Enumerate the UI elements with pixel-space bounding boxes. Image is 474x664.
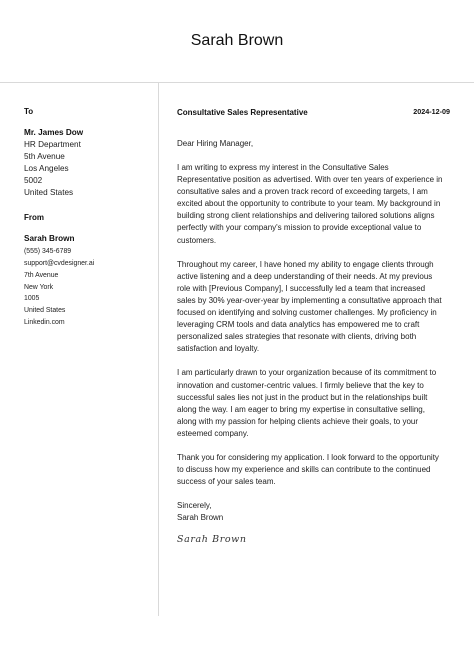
sender-line: New York	[24, 283, 54, 291]
salutation: Dear Hiring Manager,	[177, 139, 254, 148]
paragraph-line: success of your sales team.	[177, 477, 276, 487]
paragraph	[177, 452, 450, 488]
paragraph-line: consultative sales and a proven track record of exceeding targets, I am	[177, 187, 428, 197]
paragraph-line: innovation and customer-centric values. I firmly believe that the key to	[177, 380, 424, 390]
paragraph-line: perfectly with your company's mission to provide exceptional value to	[177, 223, 422, 233]
column-divider	[158, 83, 159, 616]
sender-label: From	[24, 213, 44, 223]
sender-line: 1005	[24, 295, 40, 303]
paragraph-line: customers.	[177, 235, 217, 245]
header-name: Sarah Brown	[190, 32, 284, 49]
recipient-line: 5th Avenue	[24, 152, 65, 162]
sender-email: support@cvdesigner.ai	[24, 260, 95, 268]
paragraph-line: successful sales lies not just in the product but in the relationships built	[177, 392, 428, 402]
paragraph	[177, 259, 450, 356]
recipient-line: HR Department	[24, 140, 81, 149]
signature: Sarah Brown	[177, 534, 247, 546]
paragraph-line: Thank you for considering my application. I look forward to the opportunity	[177, 452, 439, 462]
closing-name: Sarah Brown	[177, 513, 224, 523]
paragraph-line: to discuss how my experience and skills can contribute to the continued	[177, 465, 431, 475]
letter-body	[177, 107, 450, 545]
sender-linkedin: Linkedin.com	[24, 318, 65, 326]
letter-date: 2024-12-09	[413, 107, 450, 116]
closing	[177, 500, 450, 524]
paragraph-line: focused on identifying and solving customer challenges. My proficiency in	[177, 308, 437, 318]
paragraph-line: along the way. I am eager to bring my expertise in consultative selling,	[177, 404, 425, 414]
paragraph-line: role with [Previous Company], I successfully led a team that increased	[177, 283, 426, 293]
paragraph-line: building strong client relationships and delivering tailored solutions aligns	[177, 211, 435, 221]
sender-phone: (555) 345-6789	[24, 248, 72, 256]
paragraph-line: excited about the opportunity to contribute to your team. My background in	[177, 199, 441, 209]
sidebar	[24, 107, 152, 328]
recipient-line: United States	[24, 188, 74, 198]
paragraph-line: satisfaction and loyalty.	[177, 344, 260, 354]
paragraph-line: along with my passion for helping clients achieve their goals, to your	[177, 416, 419, 426]
paragraph-line: active listening and a deep understanding of their needs. At my previous	[177, 271, 433, 281]
job-title: Consultative Sales Representative	[177, 108, 308, 117]
paragraph-line: Throughout my career, I have honed my ability to engage clients through	[177, 259, 434, 269]
closing-line: Sincerely,	[177, 501, 212, 511]
paragraph-line: Representative position as advertised. With over ten years of experience in	[177, 175, 443, 185]
recipient-line: Los Angeles	[24, 164, 69, 174]
paragraph-line: I am writing to express my interest in the Consultative Sales	[177, 163, 389, 172]
recipient-line: 5002	[24, 176, 43, 186]
sender-line: United States	[24, 306, 66, 314]
title-row	[177, 107, 450, 121]
paragraph	[177, 162, 450, 247]
recipient-name: Mr. James Dow	[24, 128, 84, 137]
paragraph-line: personalized sales strategies that resonate with clients, driving both	[177, 332, 417, 342]
paragraph	[177, 367, 450, 440]
paragraph-line: I am particularly drawn to your organization because of its commitment to	[177, 368, 437, 378]
paragraph-line: leveraging CRM tools and data analytics has empowered me to craft	[177, 320, 420, 330]
letter-header	[0, 0, 474, 83]
recipient-label: To	[24, 107, 34, 116]
sender-name: Sarah Brown	[24, 234, 75, 244]
paragraph-line: esteemed company.	[177, 428, 249, 438]
paragraph-line: sales by 30% year-over-year by implementing a consultative approach that	[177, 295, 442, 305]
sender-line: 7th Avenue	[24, 271, 59, 279]
